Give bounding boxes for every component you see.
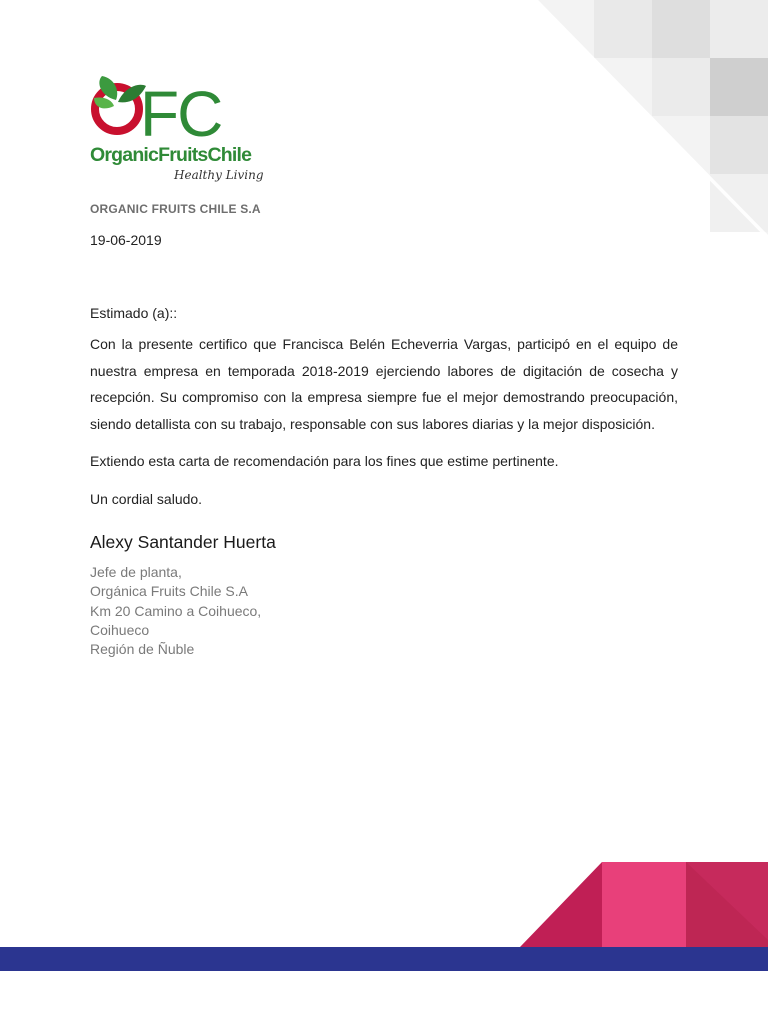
company-name: ORGANIC FRUITS CHILE S.A — [90, 202, 261, 216]
greeting: Estimado (a):: — [90, 305, 178, 321]
svg-text:FC: FC — [140, 78, 222, 144]
company-logo — [90, 72, 264, 190]
logo-wordmark: OrganicFruitsChile — [90, 144, 252, 166]
logo-tagline: Healthy Living — [174, 168, 264, 182]
signature-line: Orgánica Fruits Chile S.A — [90, 583, 248, 600]
letter-date: 19-06-2019 — [90, 232, 162, 248]
body-paragraph: Con la presente certifico que Francisca Belén Echeverria Vargas, participó en el equipo de nuestra empresa en temporada 2018-2019 ejerciendo labores de digitación de cosecha y recepción. Su compromiso con la empresa siempre fue el mejor demostrando preocupación, siendo detallista con su trabajo, responsable con sus labores diarias y la mejor disposición. — [90, 336, 678, 432]
decorative-tiles-top — [538, 0, 768, 235]
closing-line: Un cordial saludo. — [90, 491, 203, 507]
decorative-shapes-bottom — [0, 854, 768, 1024]
signature-line: Km 20 Camino a Coihueco, — [90, 602, 262, 619]
logo-mark-icon — [90, 72, 250, 144]
footer-band — [0, 947, 768, 971]
second-paragraph: Extiendo esta carta de recomendación para los fines que estime pertinente. — [90, 453, 559, 469]
signature-line: Coihueco — [90, 621, 150, 638]
signature-block — [90, 563, 261, 659]
signature-line: Jefe de planta, — [90, 564, 182, 580]
signature-line: Región de Ñuble — [90, 641, 195, 658]
signer-name: Alexy Santander Huerta — [90, 532, 276, 552]
